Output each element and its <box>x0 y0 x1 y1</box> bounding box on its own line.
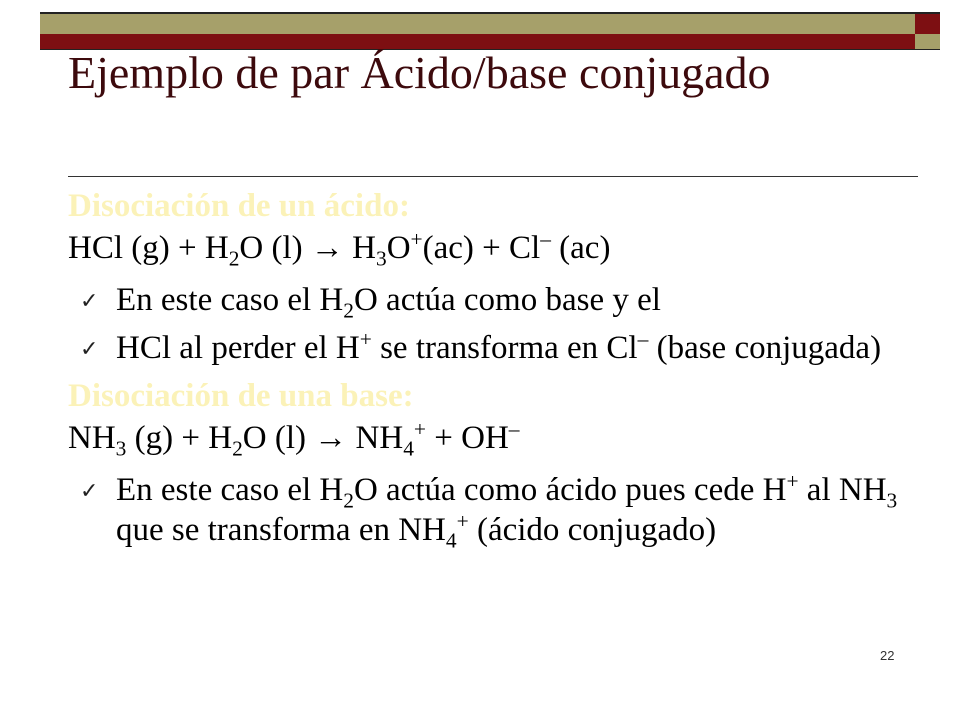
list-item: ✓ En este caso el $H_2O$ actúa como base y el <box>80 282 661 323</box>
check-mark-icon: ✓ <box>80 289 99 314</box>
header-corner-maroon <box>915 12 940 34</box>
section-heading-acid: Disociación de un ácido: <box>68 188 410 224</box>
list-item: ✓ En este caso el $H_2O$ actúa como ácido pues cede H+ al $NH_3$ que se transforma en $NH_4^+$ (ácido conjugado) <box>80 469 898 553</box>
bullet-list-acid <box>68 280 928 368</box>
section-heading-base: Disociación de una base: <box>68 378 414 414</box>
equation-acid-dissociation: HCl $(g) + H_2O$ $(l) \to H_3O^+(ac) + Cl^-$ (ac) <box>68 227 611 271</box>
check-mark-icon: ✓ <box>80 337 99 362</box>
page-number: 22 <box>880 648 895 663</box>
header-corner-olive <box>915 34 940 50</box>
title-divider <box>68 176 918 177</box>
slide-content <box>68 186 928 558</box>
bullet-list-base <box>68 469 928 553</box>
check-mark-icon: ✓ <box>80 479 99 504</box>
slide-title: Ejemplo de par Ácido/base conjugado <box>68 47 771 98</box>
list-item: ✓ HCl al perder el H+ se transforma en Cl– (base conjugada) <box>68 328 928 368</box>
equation-base-dissociation: $NH_3$ $(g) + H_2O$ $(l) \to NH_4^+ + OH^-$ <box>68 417 520 461</box>
header-bar-olive <box>40 12 915 34</box>
